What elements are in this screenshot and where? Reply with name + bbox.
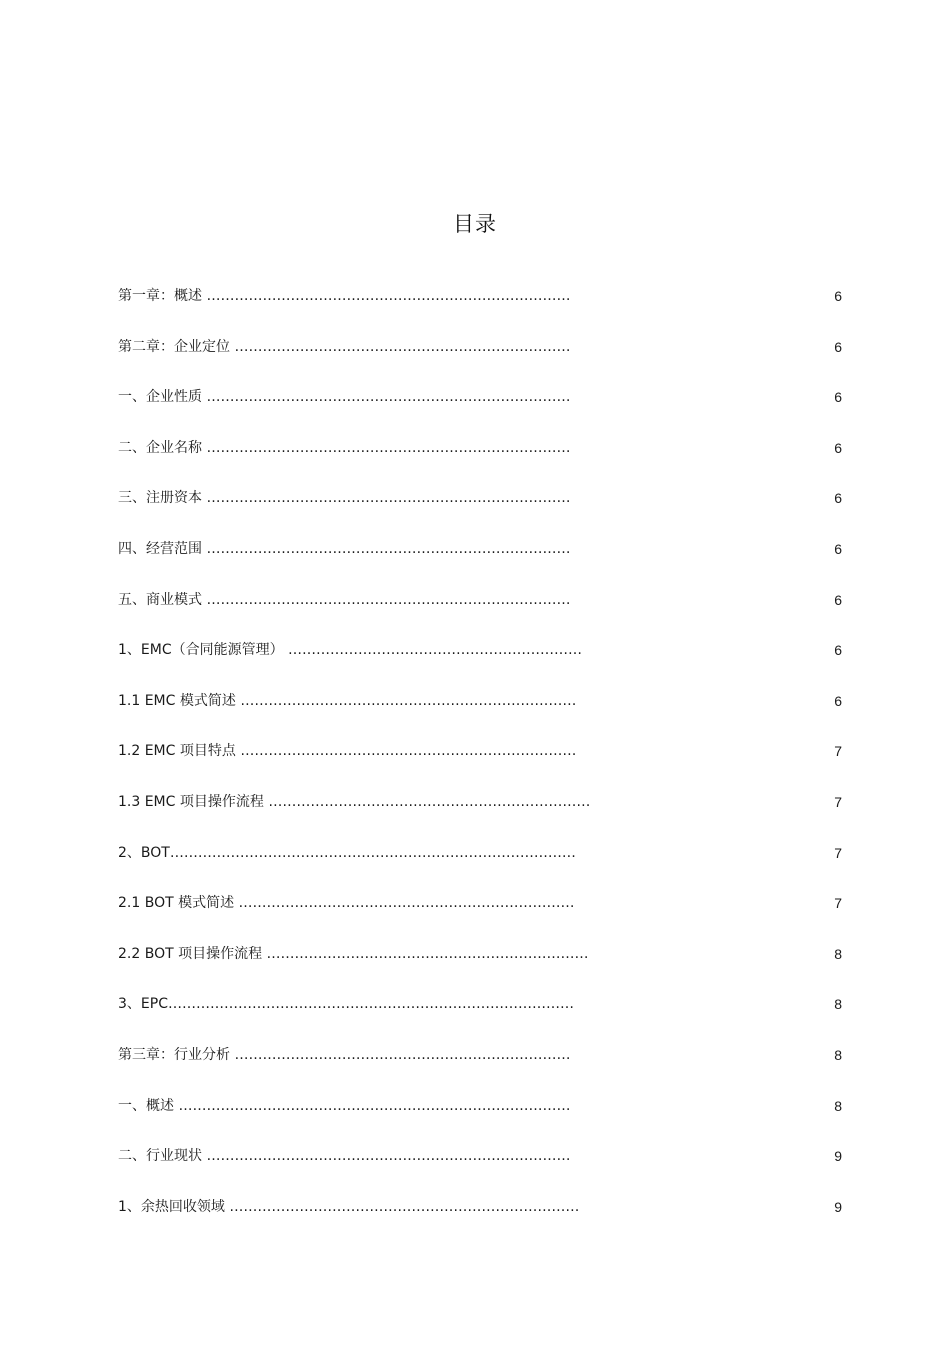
toc-entry[interactable] (118, 991, 842, 1042)
toc-entry-text: 二、企业名称 …………………………………………………………………… (118, 439, 571, 456)
toc-entry-text: 二、行业现状 …………………………………………………………………… (118, 1148, 571, 1165)
toc-entry[interactable] (118, 384, 842, 435)
toc-entry[interactable] (118, 435, 842, 486)
toc-entry-page: 8 (834, 1046, 842, 1063)
toc-entry[interactable] (118, 334, 842, 385)
toc-entry-text: 2.1 BOT 模式简述 ……………………………………………………………… (118, 895, 575, 912)
toc-entry[interactable] (118, 1042, 842, 1093)
toc-entry-page: 7 (834, 844, 842, 861)
toc-entry[interactable] (118, 283, 842, 334)
toc-entry-page: 6 (834, 288, 842, 304)
toc-entry[interactable] (118, 637, 842, 688)
toc-entry-text: 1、EMC（合同能源管理） ……………………………………………………… (118, 642, 583, 659)
toc-entry[interactable] (118, 587, 842, 638)
toc-entry-page: 8 (834, 1097, 842, 1114)
toc-entry-text: 2.2 BOT 项目操作流程 …………………………………………………………… (118, 945, 589, 962)
toc-entry[interactable] (118, 485, 842, 536)
toc-entry[interactable] (118, 840, 842, 891)
toc-entry[interactable] (118, 1194, 842, 1245)
toc-entry-page: 6 (834, 490, 842, 507)
toc-entry[interactable] (118, 536, 842, 587)
toc-entry-page: 6 (834, 389, 842, 406)
toc-entry-text: 第一章：概述 …………………………………………………………………… (118, 288, 571, 304)
toc-entry-page: 7 (834, 743, 842, 760)
toc-entry-text: 1.2 EMC 项目特点 ……………………………………………………………… (118, 743, 577, 760)
toc-entry-page: 6 (834, 642, 842, 659)
toc-entry-text: 一、企业性质 …………………………………………………………………… (118, 389, 571, 406)
toc-entry-page: 8 (834, 996, 842, 1013)
toc-entry-text: 一、概述 ………………………………………………………………………… (118, 1097, 571, 1114)
toc-entry[interactable] (118, 789, 842, 840)
toc-entry-text: 2、BOT…………………………………………………………………………… (118, 844, 576, 861)
page-title: 目录 (453, 212, 497, 236)
toc-entry-page: 6 (834, 338, 842, 355)
toc-entry-page: 6 (834, 439, 842, 456)
toc-entry-text: 第二章：企业定位 ……………………………………………………………… (118, 338, 571, 355)
toc-entry-text: 第三章：行业分析 ……………………………………………………………… (118, 1046, 571, 1063)
toc-entry[interactable] (118, 1093, 842, 1144)
toc-entry-text: 3、EPC…………………………………………………………………………… (118, 996, 574, 1013)
toc-entry-text: 三、注册资本 …………………………………………………………………… (118, 490, 571, 507)
toc-entry[interactable] (118, 941, 842, 992)
toc-entry-text: 五、商业模式 …………………………………………………………………… (118, 591, 571, 608)
toc-entry[interactable] (118, 1143, 842, 1194)
toc-entry-page: 6 (834, 692, 842, 709)
toc-entry[interactable] (118, 738, 842, 789)
toc-entry-page: 7 (834, 895, 842, 912)
toc-entry-page: 7 (834, 793, 842, 810)
toc-entry-text: 四、经营范围 …………………………………………………………………… (118, 540, 571, 557)
table-of-contents (118, 283, 842, 1244)
toc-entry-page: 6 (834, 540, 842, 557)
toc-entry-text: 1.3 EMC 项目操作流程 …………………………………………………………… (118, 793, 591, 810)
toc-entry[interactable] (118, 890, 842, 941)
toc-entry-page: 9 (834, 1198, 842, 1215)
toc-entry-page: 8 (834, 945, 842, 962)
toc-entry-page: 6 (834, 591, 842, 608)
toc-entry-text: 1、余热回收领域 ………………………………………………………………… (118, 1198, 580, 1215)
toc-entry-page: 9 (834, 1148, 842, 1165)
toc-entry-text: 1.1 EMC 模式简述 ……………………………………………………………… (118, 692, 577, 709)
toc-entry[interactable] (118, 688, 842, 739)
